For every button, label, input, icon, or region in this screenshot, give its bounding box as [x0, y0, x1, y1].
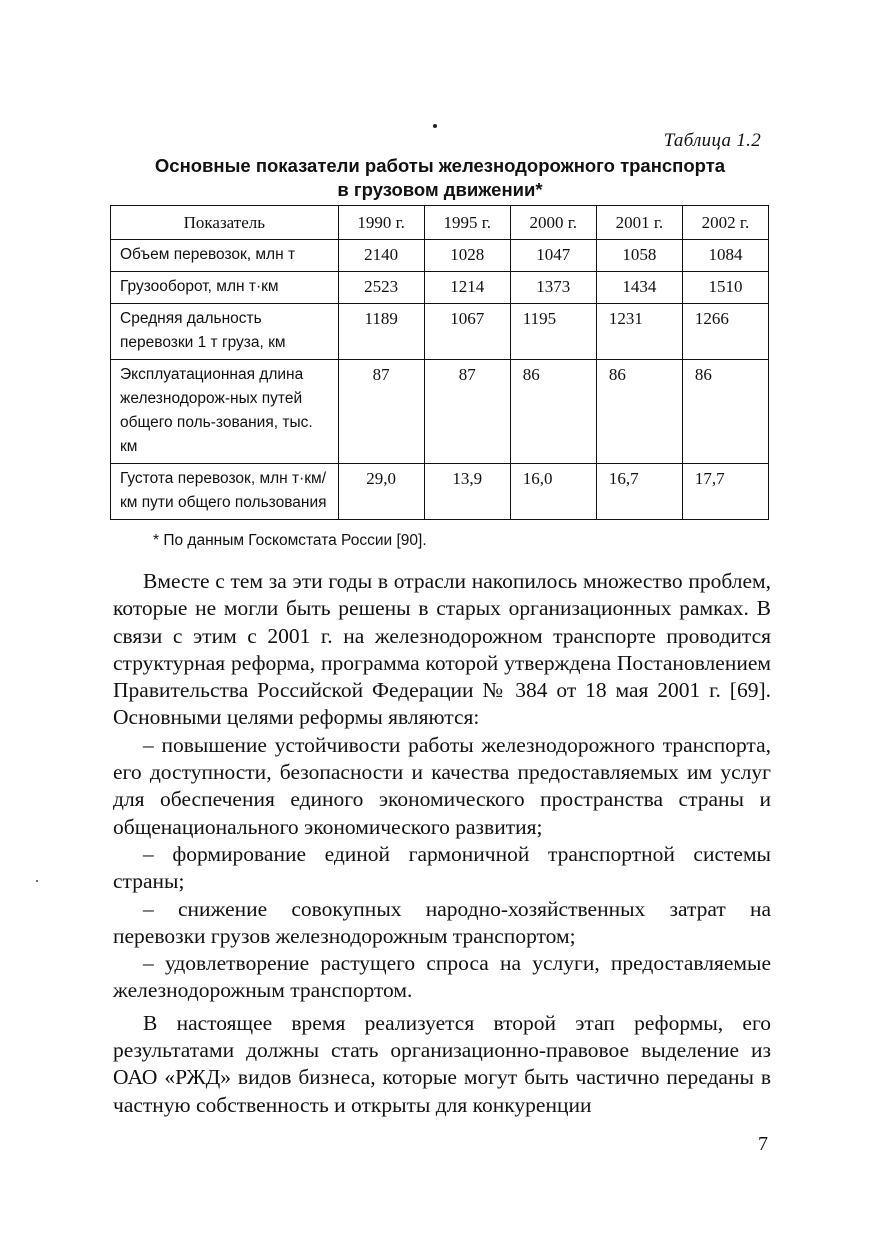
header-year-1990: 1990 г. [338, 206, 424, 240]
row-indicator: Эксплуатационная длина железнодорож-ных путей общего поль-зования, тыс. км [111, 360, 339, 464]
row-indicator: Грузооборот, млн т·км [111, 272, 339, 304]
row-indicator: Средняя дальность перевозки 1 т груза, км [111, 304, 339, 360]
table-row [111, 464, 769, 520]
table-cell: 1373 [510, 272, 596, 304]
row-indicator: Объем перевозок, млн т [111, 240, 339, 272]
indicators-table [110, 205, 769, 520]
table-cell: 1510 [682, 272, 768, 304]
print-speck [433, 124, 437, 128]
table-row [111, 304, 769, 360]
margin-speck [36, 880, 38, 882]
header-year-2001: 2001 г. [596, 206, 682, 240]
table-title-line-2: в грузовом движении* [337, 179, 543, 200]
table-cell: 86 [596, 360, 682, 464]
row-indicator: Густота перевозок, млн т·км/км пути общего пользования [111, 464, 339, 520]
paragraph: Вместе с тем за эти годы в отрасли накопилось множество проблем, которые не могли быть решены в старых организационных рамках. В связи с этим с 2001 г. на железнодорожном транспорте проводится структурная реформа, программа которой утверждена Постановлением Правительства Российской Федерации № 384 от 18 мая 2001 г. [69]. Основными целями реформы являются: [113, 569, 771, 730]
table-cell: 86 [682, 360, 768, 464]
table-cell: 87 [338, 360, 424, 464]
table-cell: 16,0 [510, 464, 596, 520]
list-item: – снижение совокупных народно-хозяйственных затрат на перевозки грузов железнодорожным транспортом; [113, 896, 771, 948]
table-cell: 1195 [510, 304, 596, 360]
table-cell: 13,9 [424, 464, 510, 520]
table-cell: 29,0 [338, 464, 424, 520]
header-indicator: Показатель [111, 206, 339, 240]
table-footnote: * По данным Госкомстата России [90]. [153, 532, 427, 549]
table-cell: 1067 [424, 304, 510, 360]
paragraph: В настоящее время реализуется второй этап реформы, его результатами должны стать организационно-правовое выделение из ОАО «РЖД» видов бизнеса, которые могут быть частично переданы в частную собственность и открыты для конкуренции [113, 1010, 771, 1117]
table-cell: 1058 [596, 240, 682, 272]
list-item: – удовлетворение растущего спроса на услуги, предоставляемые железнодорожным транспортом. [113, 951, 771, 1003]
table-number-label: Таблица 1.2 [663, 130, 761, 151]
list-item: – повышение устойчивости работы железнодорожного транспорта, его доступности, безопасности и качества предоставляемых им услуг для обеспечения единого экономического пространства страны и общенационального экономического развития; [113, 732, 771, 839]
table-title-line-1: Основные показатели работы железнодорожного транспорта [154, 155, 726, 176]
table-cell: 2140 [338, 240, 424, 272]
table-header-row [111, 206, 769, 240]
table-row [111, 360, 769, 464]
table-cell: 1084 [682, 240, 768, 272]
header-year-1995: 1995 г. [424, 206, 510, 240]
table-cell: 1214 [424, 272, 510, 304]
body-text [113, 568, 771, 1119]
table-cell: 1231 [596, 304, 682, 360]
table-cell: 17,7 [682, 464, 768, 520]
table-title [110, 154, 770, 202]
header-year-2002: 2002 г. [682, 206, 768, 240]
table-row [111, 240, 769, 272]
table-cell: 1266 [682, 304, 768, 360]
page-number: 7 [758, 1133, 768, 1155]
table-cell: 1047 [510, 240, 596, 272]
table-cell: 1434 [596, 272, 682, 304]
table-row [111, 272, 769, 304]
header-year-2000: 2000 г. [510, 206, 596, 240]
table-cell: 16,7 [596, 464, 682, 520]
table-cell: 86 [510, 360, 596, 464]
table-cell: 87 [424, 360, 510, 464]
table-cell: 2523 [338, 272, 424, 304]
table-cell: 1028 [424, 240, 510, 272]
list-item: – формирование единой гармоничной транспортной системы страны; [113, 841, 771, 894]
table-cell: 1189 [338, 304, 424, 360]
